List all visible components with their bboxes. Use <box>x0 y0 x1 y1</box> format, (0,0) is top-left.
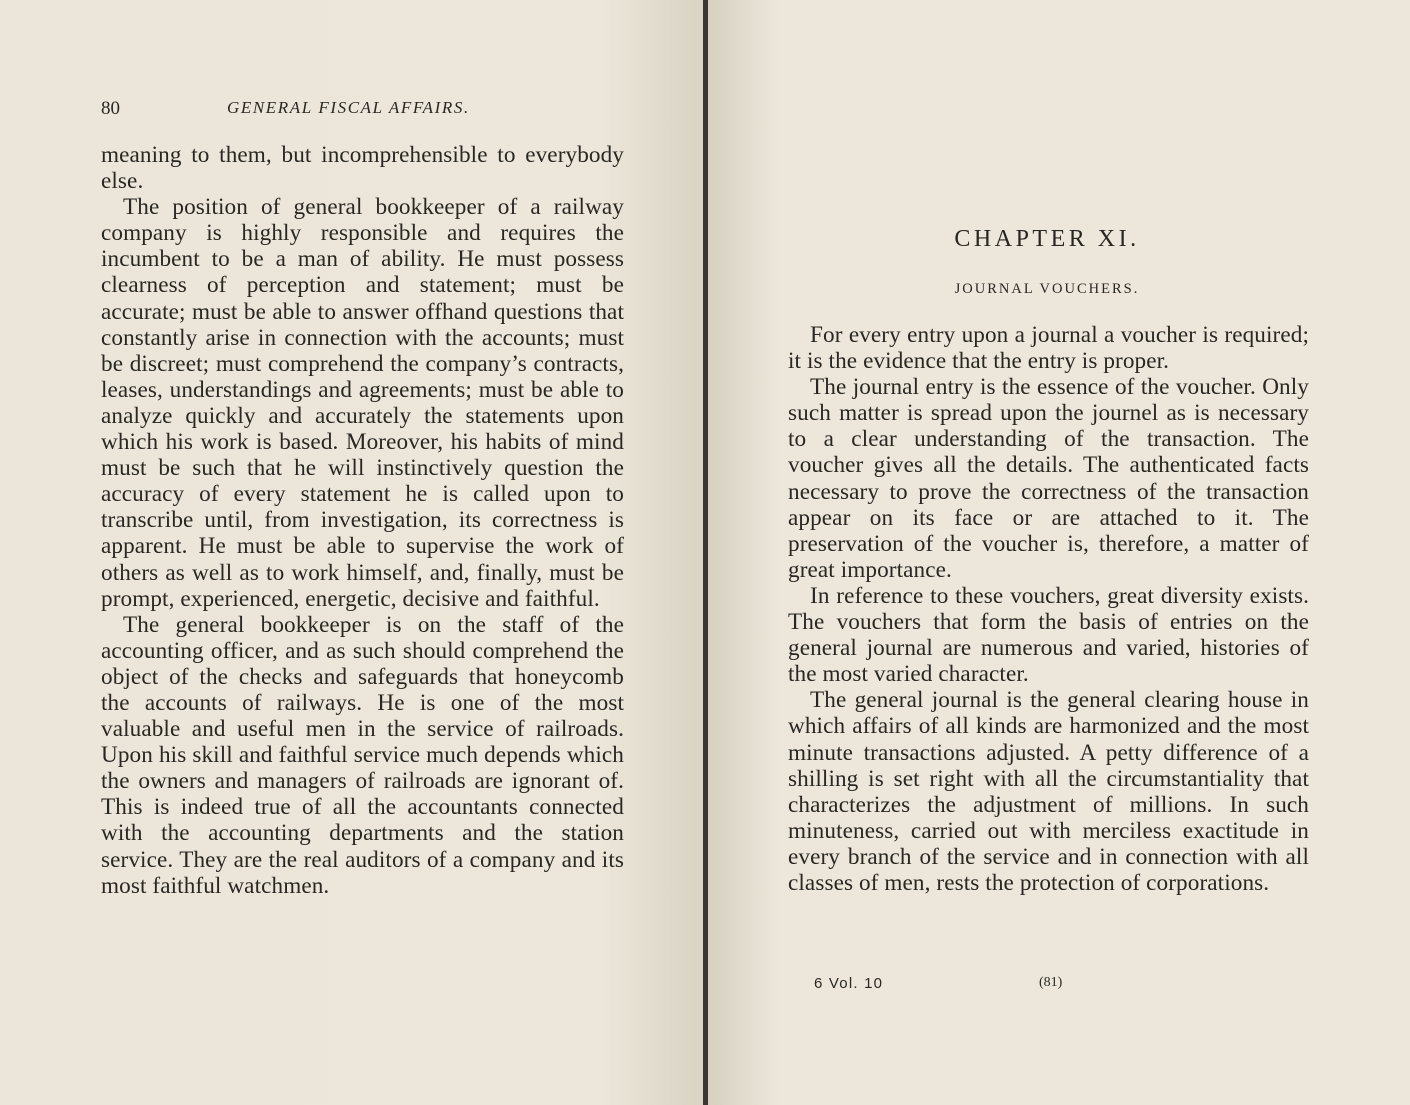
left-body-text <box>101 142 624 899</box>
paragraph: meaning to them, but incomprehensible to everybody else. <box>101 142 624 195</box>
running-title: GENERAL FISCAL AFFAIRS. <box>227 98 470 117</box>
left-page <box>0 0 703 1105</box>
paragraph: The position of general bookkeeper of a railway company is highly responsible and requires the incumbent to be a man of ability. He must possess clearness of perception and statement; must be accurate; must be able to answer offhand questions that constantly arise in connection with the accounts; must be discreet; must comprehend the company’s contracts, leases, understandings and agreements; must be able to analyze quickly and accurately the statements upon which his work is based. Moreover, his habits of mind must be such that he will instinctively question the accuracy of every statement he is called upon to transcribe until, from investigation, its correctness is apparent. He must be able to supervise the work of others as well as to work himself, and, finally, must be prompt, experienced, energetic, decisive and faithful. <box>101 194 624 612</box>
running-head <box>101 98 631 124</box>
right-page <box>708 0 1410 1105</box>
chapter-title: CHAPTER XI. <box>954 226 1140 252</box>
section-title: JOURNAL VOUCHERS. <box>954 281 1140 297</box>
page-number: 80 <box>101 98 120 119</box>
page-number: (81) <box>1039 975 1063 990</box>
paragraph: In reference to these vouchers, great diversity exists. The vouchers that form the basis of entries on the general journal are numerous and varied, histories of the most varied character. <box>788 582 1309 688</box>
paragraph: For every entry upon a journal a voucher is required; it is the evidence that the entry is proper. <box>788 322 1309 375</box>
paragraph: The general bookkeeper is on the staff of the accounting officer, and as such should comprehend the object of the checks and safeguards that honeycomb the accounts of railways. He is one of the most valuable and useful men in the service of railroads. Upon his skill and faithful service much depends which the owners and managers of railroads are ignorant of. This is indeed true of all the accountants connected with the accounting departments and the station service. They are the real auditors of a company and its most faithful watchmen. <box>101 611 624 899</box>
paragraph: The journal entry is the essence of the voucher. Only such matter is spread upon the journel as is necessary to a clear understanding of the transaction. The voucher gives all the details. The authenticated facts necessary to prove the correctness of the transaction appear on its face or are attached to it. The preservation of the voucher is, therefore, a matter of great importance. <box>788 374 1309 583</box>
paragraph: The general journal is the general clearing house in which affairs of all kinds are harmonized and the most minute transactions adjusted. A petty difference of a shilling is set right with all the circumstantiality that characterizes the adjustment of millions. In such minuteness, carried out with merciless exactitude in every branch of the service and in connection with all classes of men, rests the protection of corporations. <box>788 687 1309 896</box>
signature-mark: 6 Vol. 10 <box>814 975 884 992</box>
right-body-text <box>788 322 1309 896</box>
